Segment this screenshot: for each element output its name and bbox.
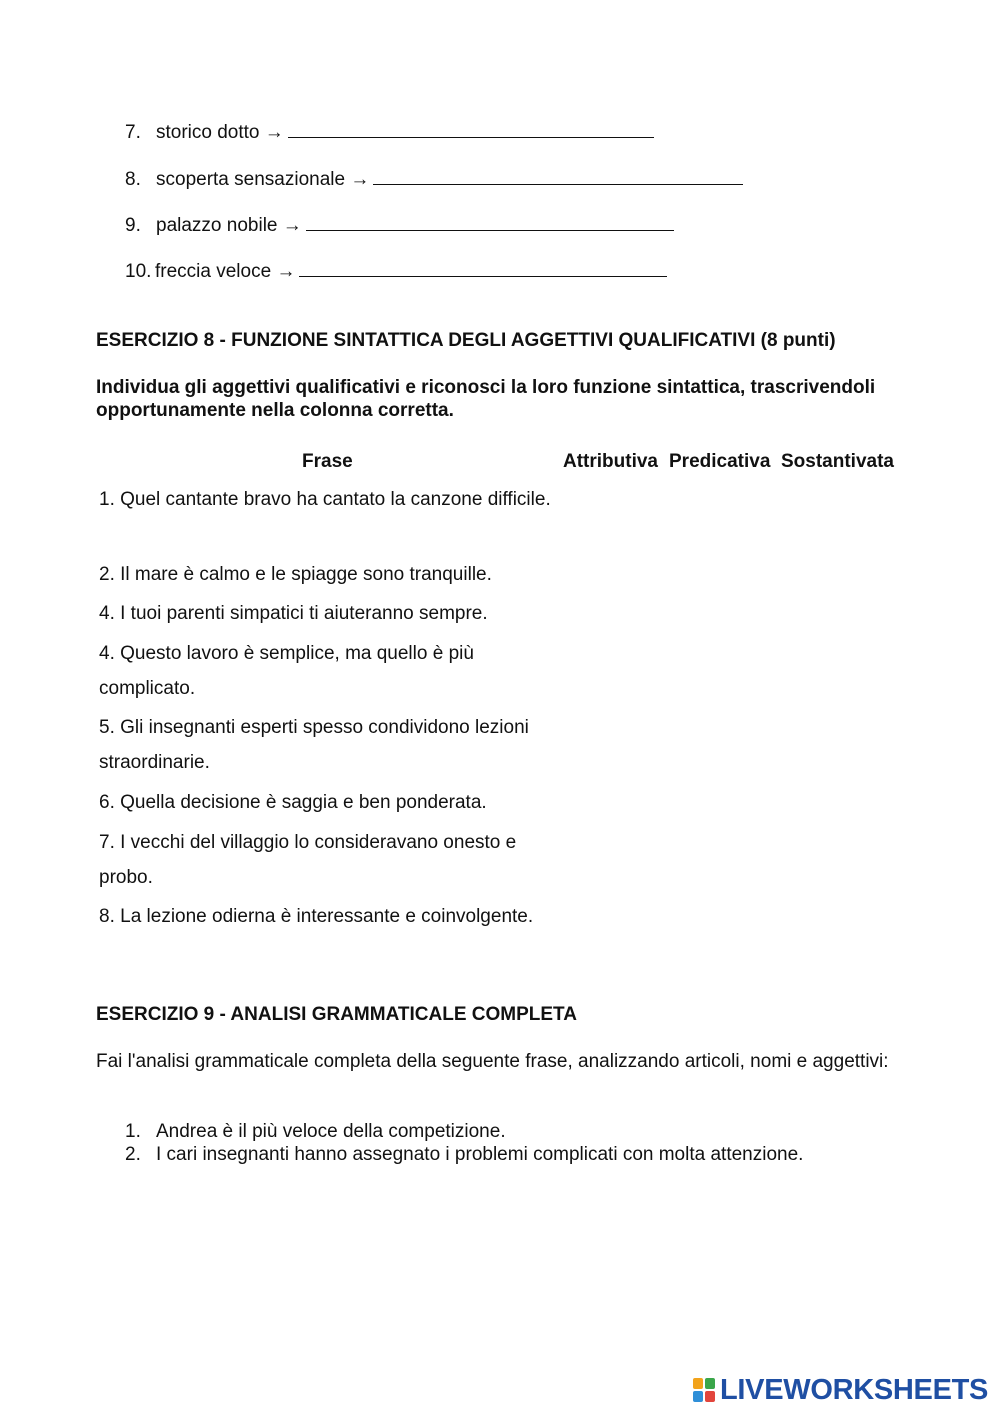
item-number: 7. [125,122,141,143]
liveworksheets-logo [693,1373,988,1407]
answer-blank[interactable] [373,166,743,185]
logo-text: LIVEWORKSHEETS [720,1373,989,1406]
sentence-row: 7. I vecchi del villaggio lo consideravano onesto e probo. [99,832,517,888]
column-header-attributiva: Attributiva [563,451,658,472]
sentence-row: 2. Il mare è calmo e le spiagge sono tranquille. [99,564,492,585]
sentence-row: 6. Quella decisione è saggia e ben ponderata. [99,792,487,813]
logo-tile [693,1391,703,1402]
item-text: storico dotto → [156,122,284,143]
item-number: 9. [125,215,141,236]
sentence-row: 4. Questo lavoro è semplice, ma quello è più complicato. [99,643,474,699]
item-text: I cari insegnanti hanno assegnato i problemi complicati con molta attenzione. [156,1144,804,1165]
item-number: 2. [125,1144,141,1165]
item-number: 10. [125,261,152,282]
exercise7-item [125,212,674,238]
exercise8-instruction: Individua gli aggettivi qualificativi e riconosci la loro funzione sintattica, trascrivendoli opportunamente nella colonna corretta. [96,377,876,421]
logo-tile [705,1378,715,1389]
sentence-row: 1. Quel cantante bravo ha cantato la canzone difficile. [99,489,551,510]
item-text: palazzo nobile → [156,215,302,236]
exercise8-title: ESERCIZIO 8 - FUNZIONE SINTATTICA DEGLI AGGETTIVI QUALIFICATIVI (8 punti) [96,330,836,351]
exercise9-instruction: Fai l'analisi grammaticale completa della seguente frase, analizzando articoli, nomi e aggettivi: [96,1051,889,1072]
column-header-sostantivata: Sostantivata [781,451,894,472]
answer-blank[interactable] [299,258,667,277]
item-text: scoperta sensazionale → [156,169,370,190]
exercise7-item [125,166,743,192]
logo-tile [705,1391,715,1402]
item-text: freccia veloce → [155,261,296,282]
exercise9-title: ESERCIZIO 9 - ANALISI GRAMMATICALE COMPLETA [96,1004,577,1025]
answer-blank[interactable] [288,119,654,138]
sentence-row: 5. Gli insegnanti esperti spesso condividono lezioni straordinarie. [99,717,529,773]
item-number: 1. [125,1121,141,1142]
answer-blank[interactable] [306,212,674,231]
column-header-frase: Frase [302,451,353,472]
exercise9-item [125,1143,803,1166]
exercise7-item [125,119,654,145]
sentence-row: 8. La lezione odierna è interessante e coinvolgente. [99,906,534,927]
logo-tile [693,1378,703,1389]
item-text: Andrea è il più veloce della competizione. [156,1121,506,1142]
logo-mark-icon [693,1378,715,1402]
exercise7-item [125,258,667,284]
item-number: 8. [125,169,141,190]
exercise9-item [125,1120,506,1143]
sentence-row: 4. I tuoi parenti simpatici ti aiuteranno sempre. [99,603,488,624]
column-header-predicativa: Predicativa [669,451,771,472]
